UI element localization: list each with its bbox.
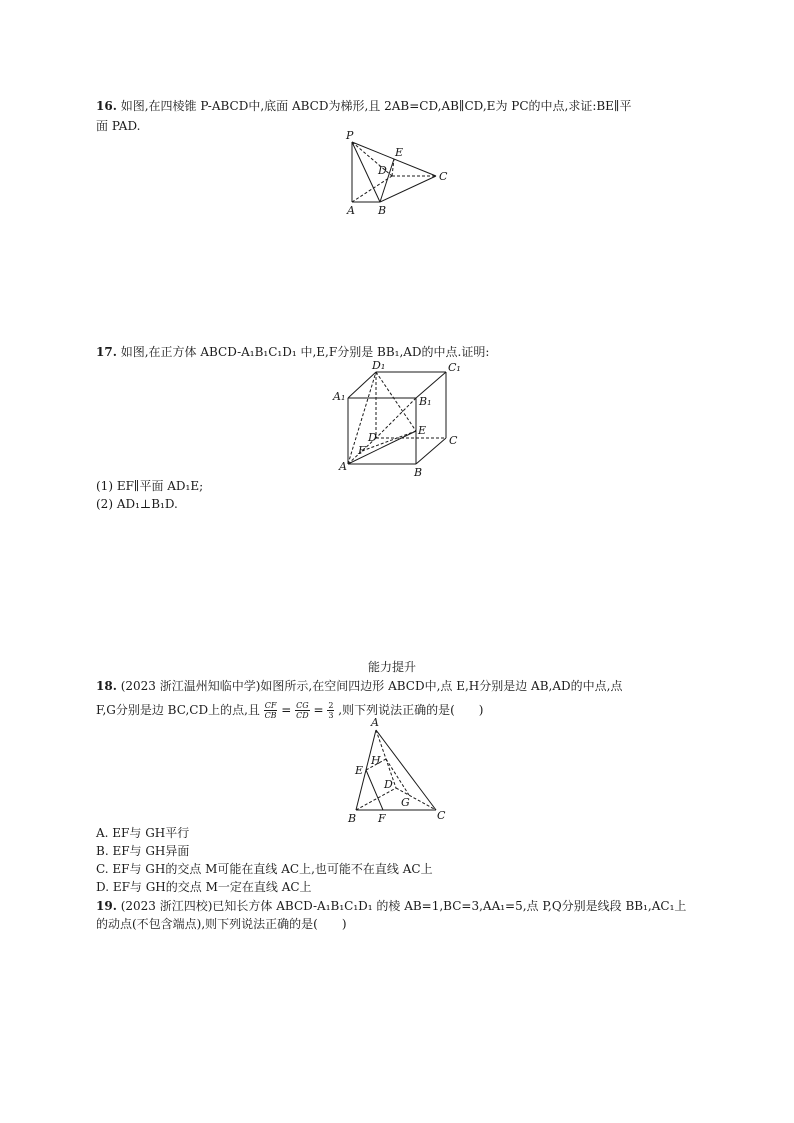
frac2-num: CG — [296, 701, 309, 710]
q17-text-1: 如图,在正方体 ABCD-A₁B₁C₁D₁ 中,E,F分别是 BB₁,AD的中点.证明: — [120, 345, 490, 359]
frac3-den: 3 — [328, 711, 334, 720]
label-B1: B₁ — [419, 395, 432, 408]
equals-2: = — [313, 703, 324, 717]
frac1-den: CB — [264, 711, 277, 720]
q19-number: 19. — [96, 899, 117, 913]
label-D: D — [368, 431, 377, 444]
q16-text-1: 如图,在四棱锥 P-ABCD中,底面 ABCD为梯形,且 2AB=CD,AB∥CD,E为 PC的中点,求证:BE∥平 — [120, 99, 632, 113]
label-E: E — [355, 764, 364, 777]
label-D: D — [378, 164, 387, 177]
label-A1: A₁ — [333, 390, 346, 403]
q16-line2: 面 PAD. — [96, 119, 141, 133]
label-C: C — [449, 434, 458, 447]
edge-BC — [416, 438, 446, 464]
equals-1: = — [281, 703, 292, 717]
q18-number: 18. — [96, 679, 117, 693]
seg-EF — [366, 770, 383, 810]
fraction-cg-cd — [295, 701, 310, 720]
q18-option-c: C. EF与 GH的交点 M可能在直线 AC上,也可能不在直线 AC上 — [96, 862, 433, 876]
frac2-den: CD — [296, 711, 309, 720]
label-G: G — [401, 796, 410, 809]
q18-line1 — [96, 676, 622, 696]
q18-option-b: B. EF与 GH异面 — [96, 844, 190, 858]
seg-D1E — [376, 372, 416, 431]
label-P: P — [346, 129, 354, 142]
label-C: C — [439, 170, 448, 183]
frac1-num: CF — [264, 701, 277, 710]
q19-line2: 的动点(不包含端点),则下列说法正确的是( ) — [96, 917, 347, 931]
q18-option-d: D. EF与 GH的交点 M一定在直线 AC上 — [96, 880, 312, 894]
q17-figure — [330, 358, 470, 480]
q18-text-2a: F,G分别是边 BC,CD上的点,且 — [96, 703, 260, 717]
label-C: C — [437, 809, 446, 822]
q17-number: 17. — [96, 345, 117, 359]
q17-part1: (1) EF∥平面 AD₁E; — [96, 479, 204, 493]
edge-BD — [356, 788, 396, 810]
label-E: E — [395, 146, 404, 159]
label-E: E — [418, 424, 427, 437]
edge-AD — [352, 176, 392, 202]
label-B: B — [378, 204, 387, 217]
q18-text-2b: ,则下列说法正确的是( ) — [338, 703, 484, 717]
label-B: B — [348, 812, 357, 825]
section-title: 能力提升 — [368, 660, 417, 674]
q18-figure — [340, 714, 455, 826]
label-F: F — [358, 444, 366, 457]
label-A: A — [339, 460, 347, 473]
q17-part2: (2) AD₁⊥B₁D. — [96, 497, 178, 511]
q19-text-1: (2023 浙江四校)已知长方体 ABCD-A₁B₁C₁D₁ 的棱 AB=1,BC=3,AA₁=5,点 P,Q分别是线段 BB₁,AC₁上 — [120, 899, 687, 913]
fraction-two-thirds — [327, 701, 334, 720]
label-C1: C₁ — [448, 361, 461, 374]
edge-BC — [380, 176, 436, 202]
q16-figure — [330, 128, 460, 218]
diag-B1D — [376, 398, 416, 438]
fraction-cf-cb — [264, 701, 278, 720]
q16-number: 16. — [96, 99, 117, 113]
q18-text-1: (2023 浙江温州知临中学)如图所示,在空间四边形 ABCD中,点 E,H分别是边 AB,AD的中点,点 — [120, 679, 623, 693]
label-F: F — [378, 812, 386, 825]
q19-line1 — [96, 896, 686, 916]
label-B: B — [414, 466, 423, 479]
frac3-num: 2 — [328, 701, 334, 710]
q18-option-a: A. EF与 GH平行 — [96, 826, 190, 840]
label-A: A — [371, 716, 379, 729]
label-H: H — [371, 754, 381, 767]
label-D: D — [384, 778, 393, 791]
label-A: A — [347, 204, 355, 217]
q16-line1 — [96, 96, 632, 116]
label-D1: D₁ — [372, 359, 386, 372]
